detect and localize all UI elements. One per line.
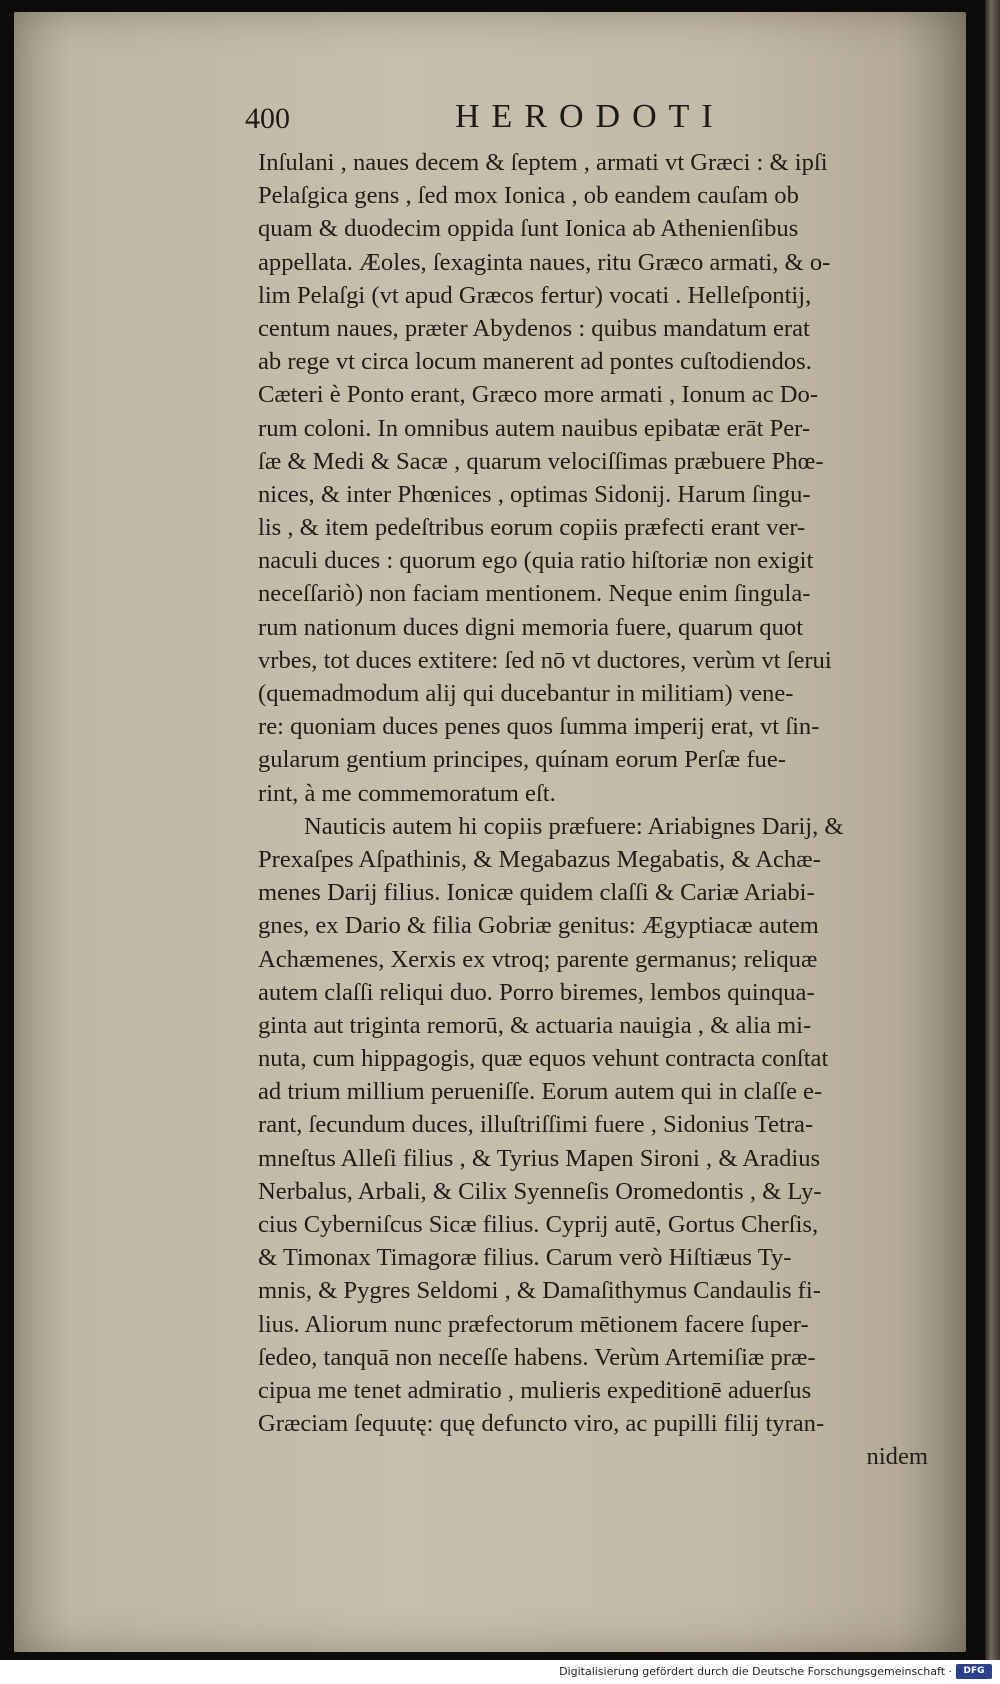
text-line: gnes, ex Dario & filia Gobriæ genitus: Ægyptiacæ autem [258,912,819,940]
text-line: menes Darij filius. Ionicæ quidem claſſi & Cariæ Ariabi- [258,879,815,907]
text-line: & Timonax Timagoræ filius. Carum verò Hiſtiæus Ty- [258,1244,792,1272]
text-line: centum naues, præter Abydenos : quibus mandatum erat [258,314,810,342]
text-line: lim Pelaſgi (vt apud Græcos fertur) vocati . Helleſpontij, [258,281,812,309]
text-line: lius. Aliorum nunc præfectorum mētionem facere ſuper- [258,1310,809,1338]
digitization-footer [0,1660,1000,1684]
text-line: Græciam ſequutę: quę defuncto viro, ac pupilli filij tyran- [258,1410,825,1438]
page-number: 400 [245,102,290,135]
text-line: autem claſſi reliqui duo. Porro biremes, lembos quinqua- [258,978,815,1006]
text-line: Cæteri è Ponto erant, Græco more armati , Ionum ac Do- [258,381,819,409]
text-line: gularum gentium principes, quínam eorum Perſæ fue- [258,746,786,774]
text-line: Prexaſpes Aſpathinis, & Megabazus Megabatis, & Achæ- [258,845,821,873]
text-line: ſæ & Medi & Sacæ , quarum velociſſimas præbuere Phœ- [258,447,824,475]
text-line: Inſulani , naues decem & ſeptem , armati vt Græci : & ipſi [258,149,828,176]
text-line: lis , & item pedeſtribus eorum copiis præfecti erant ver- [258,514,806,542]
text-line: ſedeo, tanquā non neceſſe habens. Verùm Artemiſiæ præ- [258,1343,816,1371]
text-line: Achæmenes, Xerxis ex vtroq; parente germanus; reliquæ [258,945,818,973]
text-line: cius Cyberniſcus Sicæ filius. Cyprij autē, Gortus Cherſis, [258,1211,819,1238]
text-line: mnis, & Pygres Seldomi , & Damaſithymus Candaulis fi- [258,1277,821,1305]
text-line: vrbes, tot duces extitere: ſed nō vt ductores, verùm vt ſerui [258,646,832,674]
running-head: HERODOTI [455,98,725,135]
text-line: (quemadmodum alij qui ducebantur in militiam) vene- [258,680,794,707]
text-line: Pelaſgica gens , ſed mox Ionica , ob eandem cauſam ob [258,182,799,210]
text-line: Nerbalus, Arbali, & Cilix Syenneſis Oromedontis , & Ly- [258,1177,822,1205]
text-line: naculi duces : quorum ego (quia ratio hiſtoriæ non exigit [258,547,814,575]
text-line: nices, & inter Phœnices , optimas Sidonij. Harum ſingu- [258,480,811,508]
text-line: rum nationum duces digni memoria fuere, quarum quot [258,613,804,641]
text-line: mneſtus Alleſi filius , & Tyrius Mapen Sironi , & Aradius [258,1144,821,1172]
dfg-logo: DFG [956,1664,992,1679]
text-line: ab rege vt circa locum manerent ad pontes cuſtodiendos. [258,348,812,376]
book-binding-edge [985,0,1000,1660]
text-line: rant, ſecundum duces, illuſtriſſimi fuere , Sidonius Tetra- [258,1111,814,1139]
text-line: quam & duodecim oppida ſunt Ionica ab Athenienſibus [258,215,799,243]
funding-credit: Digitalisierung gefördert durch die Deutsche Forschungsgemeinschaft · [559,1665,952,1678]
text-line: re: quoniam duces penes quos ſumma imperij erat, vt ſin- [258,713,820,741]
page-header [245,98,765,138]
text-line: nuta, cum hippagogis, quæ equos vehunt contracta conſtat [258,1045,829,1073]
text-line: appellata. Æoles, ſexaginta naues, ritu Græco armati, & o- [258,248,831,276]
text-line: neceſſariò) non faciam mentionem. Neque enim ſingula- [258,580,811,608]
text-line: rint, à me commemoratum eſt. [258,779,556,807]
text-line: rum coloni. In omnibus autem nauibus epibatæ erāt Per- [258,414,811,442]
text-line: ad trium millium perueniſſe. Eorum autem qui in claſſe e- [258,1078,823,1106]
catchword: nidem [866,1443,928,1471]
paragraph-start-line: Nauticis autem hi copiis præfuere: Ariabignes Darij, & [304,812,844,840]
text-line: cipua me tenet admiratio , mulieris expeditionē aduerſus [258,1376,812,1404]
body-text [258,146,958,1474]
text-line: ginta aut triginta remorū, & actuaria nauigia , & alia mi- [258,1011,812,1039]
